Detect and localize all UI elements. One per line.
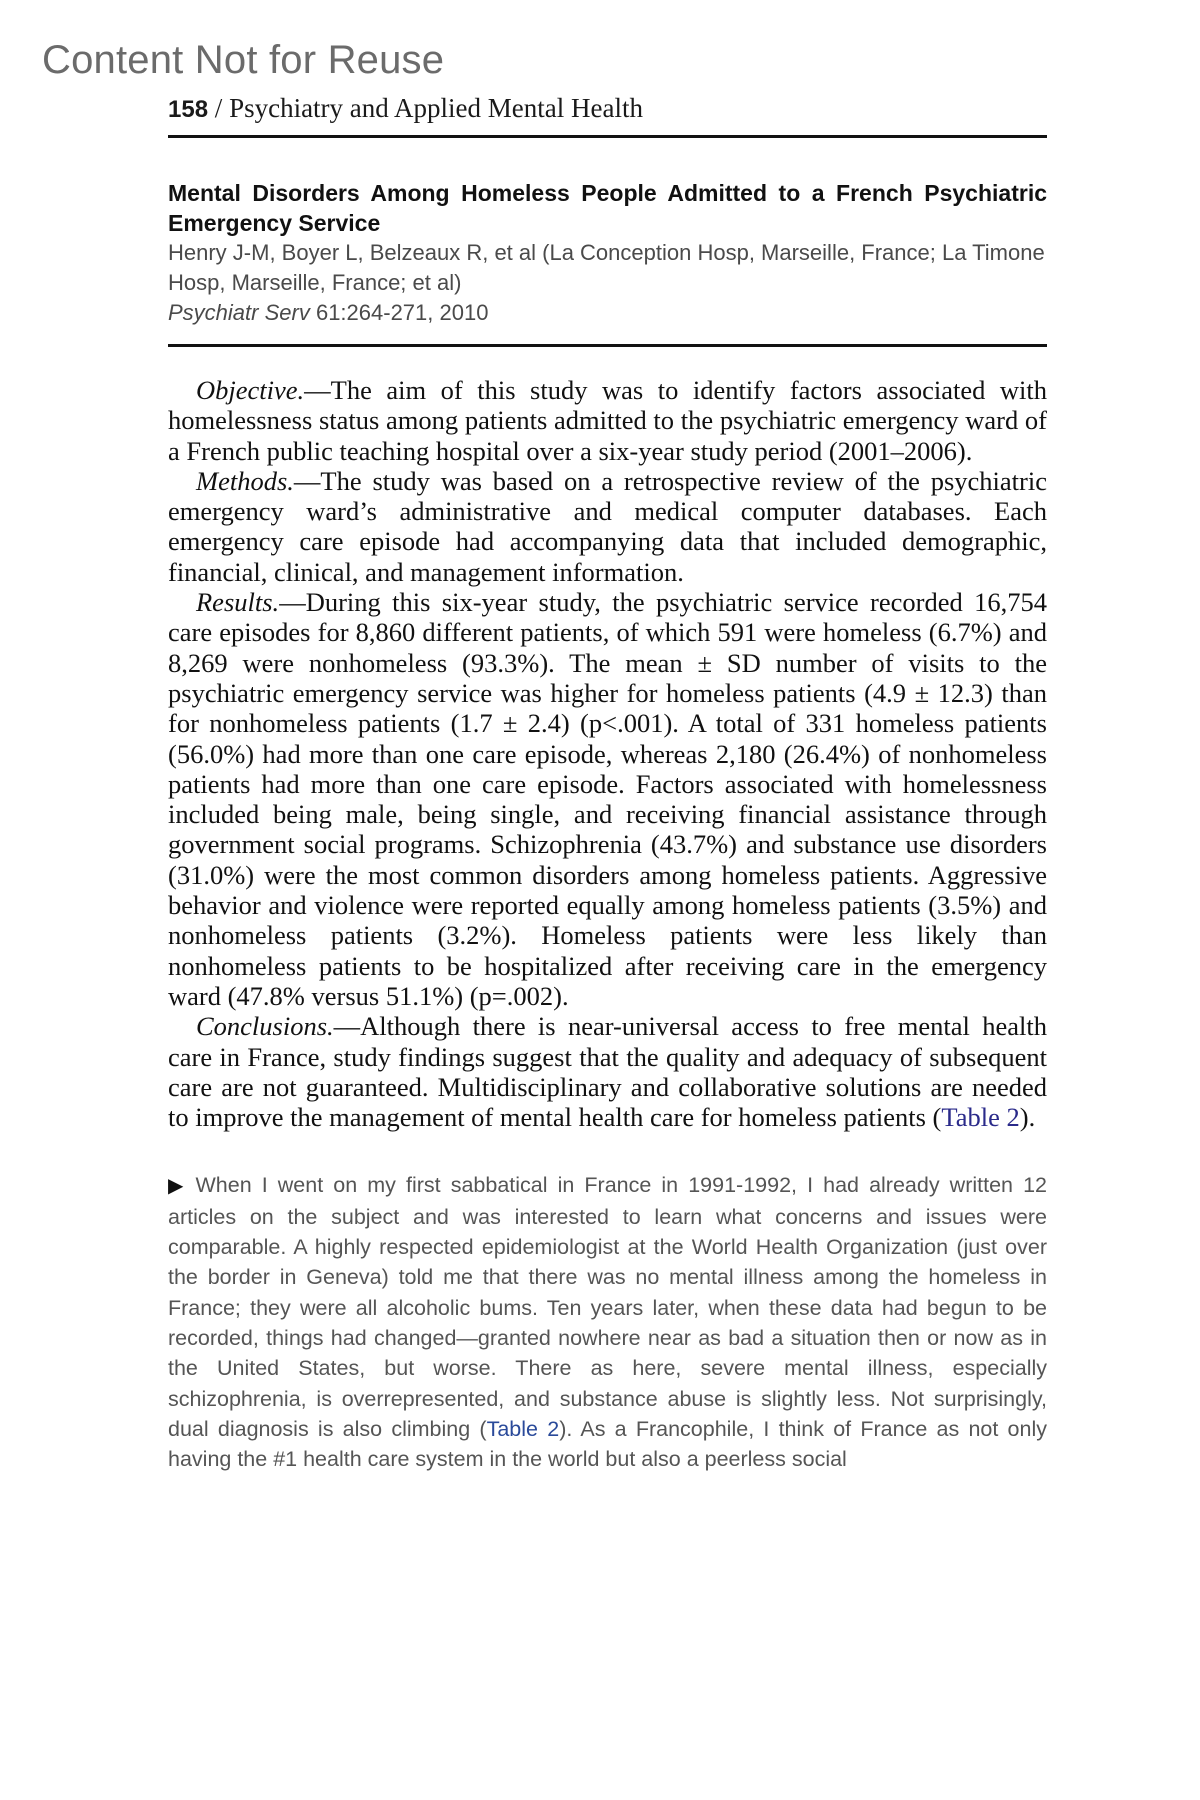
journal-name: Psychiatr Serv	[168, 300, 310, 325]
results-label: Results.	[196, 587, 280, 618]
abstract-conclusions	[168, 1011, 1047, 1132]
abstract-methods	[168, 466, 1047, 587]
commentary	[168, 1170, 1047, 1474]
methods-text: —The study was based on a retrospective review of the psychiatric emergency ward’s administrative and medical computer databases. Each emergency care episode had accompanying data that included demographic, financial, clinical, and management information.	[168, 465, 1047, 587]
document-page	[168, 88, 1047, 1474]
running-head-separator: /	[214, 93, 223, 123]
article-title: Mental Disorders Among Homeless People Admitted to a French Psychiatric Emergency Service	[168, 180, 1047, 236]
article-journal	[168, 298, 1047, 328]
commentary-table-2-link[interactable]: Table 2	[486, 1416, 560, 1441]
running-head-journal: Psychiatry and Applied Mental Health	[229, 93, 643, 123]
page-number: 158	[168, 96, 209, 123]
results-text: —During this six-year study, the psychiatric service recorded 16,754 care episodes for 8,860 different patients, of which 591 were homeless (6.7%) and 8,269 were nonhomeless (93.3%). The mean ± SD number of visits to the psychiatric emergency service was higher for homeless patients (4.9 ± 12.3) than for nonhomeless patients (1.7 ± 2.4) (p<.001). A total of 331 homeless patients (56.0%) had more than one care episode, whereas 2,180 (26.4%) of nonhomeless patients had more than one care episode. Factors associated with homelessness included being male, being single, and receiving financial assistance through government social programs. Schizophrenia (43.7%) and substance use disorders (31.0%) were the most common disorders among homeless patients. Aggressive behavior and violence were reported equally among homeless patients (3.5%) and nonhomeless patients (3.2%). Homeless patients were less likely than nonhomeless patients to be hospitalized after receiving care in the emergency ward (47.8% versus 51.1%) (p=.002).	[168, 587, 1047, 1011]
journal-reference: 61:264-271, 2010	[315, 300, 489, 325]
methods-label: Methods.	[196, 465, 294, 496]
conclusions-text: —Although there is near-universal access to free mental health care in France, study findings suggest that the quality and adequacy of subsequent care are not guaranteed. Multidisciplinary and collaborative solutions are needed to improve the management of mental health care for homeless patients (	[168, 1011, 1047, 1133]
table-2-link[interactable]: Table 2	[941, 1102, 1020, 1133]
abstract-results	[168, 587, 1047, 1011]
article-authors: Henry J-M, Boyer L, Belzeaux R, et al (La Conception Hosp, Marseille, France; La Timone Hosp, Marseille, France; et al)	[168, 240, 1045, 295]
commentary-text: When I went on my first sabbatical in France in 1991-1992, I had already written 12 articles on the subject and was interested to learn what concerns and issues were comparable. A highly respected epidemiologist at the World Health Organization (just over the border in Geneva) told me that there was no mental illness among the homeless in France; they were all alcoholic bums. Ten years later, when these data had begun to be recorded, things had changed—granted nowhere near as bad a situation then or now as in the United States, but worse. There as here, severe mental illness, especially schizophrenia, is overrepresented, and substance abuse is slightly less. Not surprisingly, dual diagnosis is also climbing (	[168, 1173, 1047, 1441]
commentary-text-end: ). As a Francophile, I think of France as not only having the #1 health care system in the world but also a peerless social	[168, 1416, 1047, 1472]
watermark: Content Not for Reuse	[42, 38, 445, 82]
abstract-objective	[168, 375, 1047, 466]
citation-block	[168, 138, 1047, 347]
conclusions-end: ).	[1019, 1102, 1036, 1133]
conclusions-label: Conclusions.	[196, 1011, 334, 1042]
running-head	[168, 88, 1047, 138]
objective-text: —The aim of this study was to identify factors associated with homelessness status among patients admitted to the psychiatric emergency ward of a French public teaching hospital over a six-year study period (2001–2006).	[168, 375, 1047, 466]
objective-label: Objective.	[196, 375, 305, 405]
abstract	[168, 375, 1047, 1132]
play-arrow-icon: ▶	[168, 1175, 188, 1198]
